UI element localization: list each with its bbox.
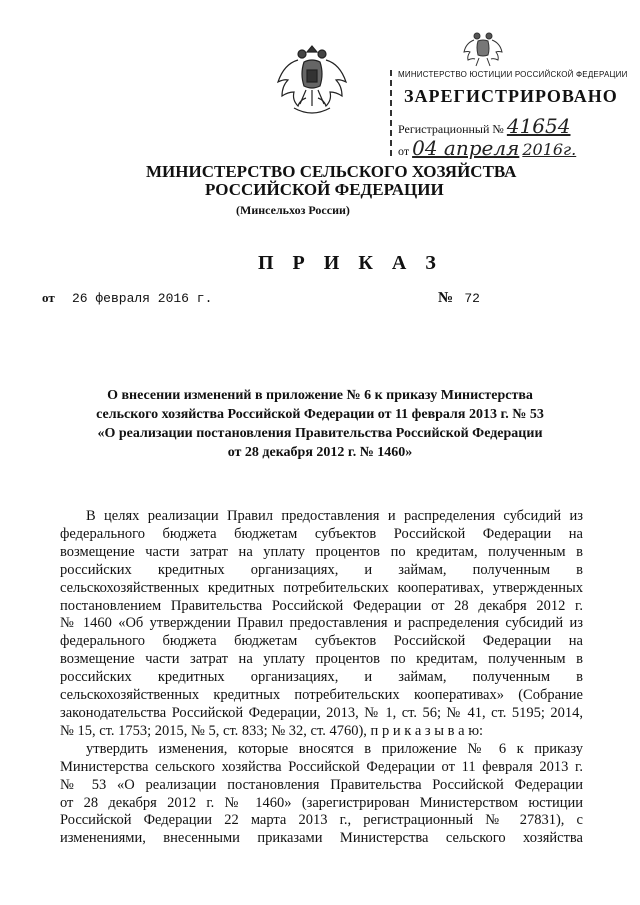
body-line: возмещение части затрат на уплату процентов по кредитам, полученным в xyxy=(60,651,583,668)
body-line: сельскохозяйственных кредитных потребительских кооперативах, утвержденных xyxy=(60,579,583,596)
order-number-line xyxy=(438,290,480,307)
stamp-date: 04 апреля xyxy=(412,136,520,160)
body-line: № 53 «О реализации постановления Правительства Российской Федерации xyxy=(60,776,583,793)
body-line: федерального бюджета бюджетам субъектов Российской Федерации на xyxy=(60,525,583,542)
order-date: 26 февраля 2016 г. xyxy=(71,291,213,306)
subject-line: «О реализации постановления Правительства Российской Федерации xyxy=(97,426,543,441)
stamp-header: МИНИСТЕРСТВО ЮСТИЦИИ РОССИЙСКОЙ ФЕДЕРАЦИИ xyxy=(398,70,628,79)
stamp-border xyxy=(390,70,394,156)
body-line: российских кредитных организациях, и займам, полученным в xyxy=(60,669,583,686)
stamp-year: 2016г. xyxy=(522,140,577,159)
stamp-emblem xyxy=(462,28,504,70)
stamp-date-line xyxy=(398,136,576,160)
body-line: возмещение части затрат на уплату процентов по кредитам, полученным в xyxy=(60,543,583,560)
body-line: сельскохозяйственных кредитных потребительских кооперативах» (Собрание xyxy=(60,687,583,704)
stamp-reg-number: 41654 xyxy=(506,114,571,138)
coat-of-arms-emblem xyxy=(272,38,352,122)
body-line: изменениями, внесенными приказами Министерства сельского хозяйства xyxy=(60,830,583,847)
subject-line: от 28 декабря 2012 г. № 1460» xyxy=(227,445,413,460)
body-line: Российской Федерации 22 марта 2013 г., регистрационный № 27831), с xyxy=(60,812,583,829)
stamp-date-prefix: от xyxy=(398,144,410,158)
subject-line: О внесении изменений в приложение № 6 к приказу Министерства xyxy=(107,388,533,403)
stamp-title: ЗАРЕГИСТРИРОВАНО xyxy=(404,86,618,106)
order-number: 72 xyxy=(464,291,480,306)
body-line: № 15, ст. 1753; 2015, № 5, ст. 833; № 32, ст. 4760), п р и к а з ы в а ю: xyxy=(60,722,484,739)
registration-stamp xyxy=(390,68,628,160)
ministry-name-line1: МИНИСТЕРСТВО СЕЛЬСКОГО ХОЗЯЙСТВА xyxy=(146,162,517,181)
subject-line: сельского хозяйства Российской Федерации от 11 февраля 2013 г. № 53 xyxy=(96,407,544,422)
body-line: российских кредитных организациях, и займам, полученным в xyxy=(60,561,583,578)
order-body xyxy=(60,508,583,848)
body-line: В целях реализации Правил предоставления и распределения субсидий из xyxy=(86,508,583,524)
body-line: законодательства Российской Федерации, 2013, № 1, ст. 56; № 41, ст. 5195; 2014, xyxy=(60,704,583,721)
body-line: Министерства сельского хозяйства Российской Федерации от 11 февраля 2013 г. xyxy=(60,758,583,775)
order-subject xyxy=(60,386,580,462)
ministry-short-name: (Минсельхоз России) xyxy=(236,203,350,217)
body-line: № 1460 «Об утверждении Правил предоставления и распределения субсидий из xyxy=(60,615,583,632)
order-number-label: № xyxy=(438,290,454,306)
stamp-reg-label: Регистрационный № xyxy=(398,122,504,136)
body-line: утвердить изменения, которые вносятся в приложение № 6 к приказу xyxy=(86,740,583,757)
order-date-label: от xyxy=(42,290,55,305)
body-line: от 28 декабря 2012 г. № 1460» (зарегистрирован Министерством юстиции xyxy=(60,794,583,811)
order-title: П Р И К А З xyxy=(258,252,443,274)
body-line: федерального бюджета бюджетам субъектов Российской Федерации на xyxy=(60,633,583,650)
ministry-name-line2: РОССИЙСКОЙ ФЕДЕРАЦИИ xyxy=(205,180,444,199)
order-date-line xyxy=(42,290,212,306)
stamp-registration-line xyxy=(398,114,570,138)
body-line: постановлением Правительства Российской Федерации от 28 декабря 2012 г. xyxy=(60,597,583,614)
